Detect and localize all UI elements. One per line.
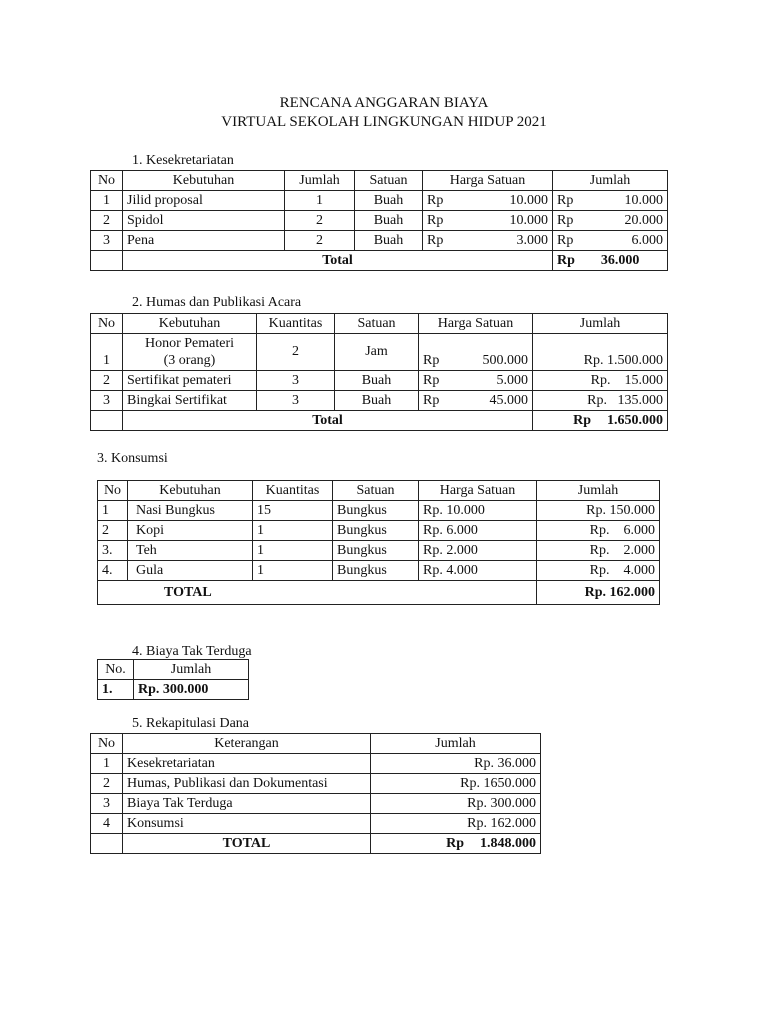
total-label: TOTAL bbox=[123, 834, 371, 854]
currency: Rp bbox=[423, 392, 440, 408]
table-header-row bbox=[91, 171, 668, 191]
table-row bbox=[98, 501, 660, 521]
unit: Buah bbox=[355, 231, 423, 251]
row-number: 2 bbox=[91, 211, 123, 231]
amount: 36.000 bbox=[600, 252, 640, 268]
line-total: Rp. 300.000 bbox=[371, 794, 541, 814]
amount: 1.848.000 bbox=[480, 835, 536, 851]
total-label: TOTAL bbox=[98, 581, 537, 605]
line-total: Rp. 1650.000 bbox=[371, 774, 541, 794]
unit-price: Rp. 6.000 bbox=[419, 521, 537, 541]
total-label: Total bbox=[123, 411, 533, 431]
table-row bbox=[91, 814, 541, 834]
row-number: 1 bbox=[91, 334, 123, 371]
section-3-table bbox=[97, 480, 660, 605]
unit-price: Rp. 10.000 bbox=[419, 501, 537, 521]
grand-total: Rp. 162.000 bbox=[537, 581, 660, 605]
row-number: 4 bbox=[91, 814, 123, 834]
header-cell: No bbox=[91, 314, 123, 334]
row-number: 2 bbox=[91, 371, 123, 391]
amount: 45.000 bbox=[489, 392, 528, 408]
row-number: 2 bbox=[91, 774, 123, 794]
document-subtitle: VIRTUAL SEKOLAH LINGKUNGAN HIDUP 2021 bbox=[221, 114, 547, 130]
header-cell: Kebutuhan bbox=[123, 314, 257, 334]
table-row bbox=[91, 231, 668, 251]
currency: Rp bbox=[557, 192, 574, 208]
header-cell: Satuan bbox=[335, 314, 419, 334]
description: Humas, Publikasi dan Dokumentasi bbox=[123, 774, 371, 794]
currency: Rp bbox=[423, 372, 440, 388]
table-row bbox=[91, 794, 541, 814]
line-total bbox=[553, 231, 668, 251]
line-total: Rp. 1.500.000 bbox=[533, 334, 668, 371]
item-name: Sertifikat pemateri bbox=[123, 371, 257, 391]
header-cell: Kebutuhan bbox=[128, 481, 253, 501]
empty-cell bbox=[91, 834, 123, 854]
amount: 1.650.000 bbox=[607, 412, 663, 428]
currency: Rp bbox=[446, 835, 464, 851]
amount: 10.000 bbox=[624, 192, 663, 208]
unit-price bbox=[419, 334, 533, 371]
quantity: 1 bbox=[253, 541, 333, 561]
quantity: 1 bbox=[253, 521, 333, 541]
total-label: Total bbox=[123, 251, 553, 271]
total-row bbox=[91, 834, 541, 854]
line-total: Rp. 162.000 bbox=[371, 814, 541, 834]
table-header-row bbox=[91, 314, 668, 334]
table-row bbox=[98, 521, 660, 541]
document-title: RENCANA ANGGARAN BIAYA bbox=[279, 95, 489, 111]
table-row bbox=[91, 391, 668, 411]
header-cell: No bbox=[98, 481, 128, 501]
unit-price bbox=[419, 391, 533, 411]
unit: Buah bbox=[355, 211, 423, 231]
unit-price bbox=[423, 191, 553, 211]
line-total: Rp. 15.000 bbox=[533, 371, 668, 391]
total-row bbox=[91, 411, 668, 431]
table-row bbox=[98, 541, 660, 561]
quantity: 2 bbox=[257, 334, 335, 371]
currency: Rp bbox=[427, 232, 444, 248]
total-row bbox=[98, 581, 660, 605]
description: Konsumsi bbox=[123, 814, 371, 834]
unit-price bbox=[423, 231, 553, 251]
row-number: 4. bbox=[98, 561, 128, 581]
currency: Rp bbox=[557, 232, 574, 248]
item-name: Kopi bbox=[128, 521, 253, 541]
line-total: Rp. 135.000 bbox=[533, 391, 668, 411]
quantity: 15 bbox=[253, 501, 333, 521]
unit-price bbox=[419, 371, 533, 391]
unit-price: Rp. 4.000 bbox=[419, 561, 537, 581]
item-name: Jilid proposal bbox=[123, 191, 285, 211]
header-cell: Jumlah bbox=[371, 734, 541, 754]
amount: 500.000 bbox=[482, 353, 528, 368]
header-cell: Kebutuhan bbox=[123, 171, 285, 191]
unit: Bungkus bbox=[333, 561, 419, 581]
unit: Buah bbox=[335, 371, 419, 391]
amount: 3.000 bbox=[516, 232, 548, 248]
grand-total bbox=[371, 834, 541, 854]
unit: Buah bbox=[335, 391, 419, 411]
row-number: 3. bbox=[98, 541, 128, 561]
currency: Rp bbox=[427, 212, 444, 228]
item-line: (3 orang) bbox=[163, 353, 216, 368]
amount: 10.000 bbox=[509, 192, 548, 208]
table-row bbox=[91, 334, 668, 371]
item-name: Bingkai Sertifikat bbox=[123, 391, 257, 411]
quantity: 1 bbox=[285, 191, 355, 211]
row-number: 1 bbox=[91, 191, 123, 211]
amount: 20.000 bbox=[624, 212, 663, 228]
currency: Rp bbox=[423, 353, 440, 368]
section-4-table bbox=[97, 659, 249, 700]
table-row bbox=[91, 754, 541, 774]
header-cell: Satuan bbox=[333, 481, 419, 501]
header-cell: Kuantitas bbox=[253, 481, 333, 501]
header-cell: Harga Satuan bbox=[419, 481, 537, 501]
item-name: Teh bbox=[128, 541, 253, 561]
quantity: 3 bbox=[257, 371, 335, 391]
amount: 6.000 bbox=[631, 232, 663, 248]
description: Kesekretariatan bbox=[123, 754, 371, 774]
section-5-heading: 5. Rekapitulasi Dana bbox=[132, 716, 250, 731]
section-1-heading: 1. Kesekretariatan bbox=[132, 153, 234, 168]
table-header-row bbox=[98, 481, 660, 501]
section-5-table bbox=[90, 733, 541, 854]
item-name: Pena bbox=[123, 231, 285, 251]
table-row bbox=[91, 211, 668, 231]
currency: Rp bbox=[557, 252, 575, 268]
header-cell: Kuantitas bbox=[257, 314, 335, 334]
row-number: 3 bbox=[91, 794, 123, 814]
table-header-row bbox=[91, 734, 541, 754]
total-row bbox=[91, 251, 668, 271]
item-name bbox=[123, 334, 257, 371]
amount: 5.000 bbox=[496, 372, 528, 388]
description: Biaya Tak Terduga bbox=[123, 794, 371, 814]
line-total: Rp. 2.000 bbox=[537, 541, 660, 561]
item-name: Nasi Bungkus bbox=[128, 501, 253, 521]
table-row bbox=[98, 680, 249, 700]
header-cell: Jumlah bbox=[533, 314, 668, 334]
header-cell: Keterangan bbox=[123, 734, 371, 754]
section-1-table bbox=[90, 170, 668, 271]
section-2-heading: 2. Humas dan Publikasi Acara bbox=[132, 295, 302, 310]
header-cell: Jumlah bbox=[134, 660, 249, 680]
amount: 10.000 bbox=[509, 212, 548, 228]
row-number: 1. bbox=[98, 680, 134, 700]
line-total: Rp. 4.000 bbox=[537, 561, 660, 581]
empty-cell bbox=[91, 251, 123, 271]
grand-total bbox=[533, 411, 668, 431]
row-number: 1 bbox=[98, 501, 128, 521]
header-cell: Harga Satuan bbox=[419, 314, 533, 334]
header-cell: Harga Satuan bbox=[423, 171, 553, 191]
unit: Bungkus bbox=[333, 541, 419, 561]
unit: Bungkus bbox=[333, 521, 419, 541]
table-row bbox=[91, 371, 668, 391]
item-line: Honor Pemateri bbox=[144, 336, 235, 351]
quantity: 2 bbox=[285, 211, 355, 231]
table-header-row bbox=[98, 660, 249, 680]
row-number: 2 bbox=[98, 521, 128, 541]
item-name: Spidol bbox=[123, 211, 285, 231]
unit: Bungkus bbox=[333, 501, 419, 521]
row-number: 1 bbox=[91, 754, 123, 774]
line-total: Rp. 150.000 bbox=[537, 501, 660, 521]
header-cell: Jumlah bbox=[537, 481, 660, 501]
header-cell: Satuan bbox=[355, 171, 423, 191]
line-total: Rp. 300.000 bbox=[134, 680, 249, 700]
unit-price: Rp. 2.000 bbox=[419, 541, 537, 561]
line-total bbox=[553, 211, 668, 231]
header-cell: No bbox=[91, 734, 123, 754]
line-total: Rp. 36.000 bbox=[371, 754, 541, 774]
row-number: 3 bbox=[91, 391, 123, 411]
quantity: 1 bbox=[253, 561, 333, 581]
currency: Rp bbox=[573, 412, 591, 428]
table-row bbox=[98, 561, 660, 581]
currency: Rp bbox=[427, 192, 444, 208]
empty-cell bbox=[91, 411, 123, 431]
line-total bbox=[553, 191, 668, 211]
section-3-heading: 3. Konsumsi bbox=[97, 451, 168, 466]
header-cell: No bbox=[91, 171, 123, 191]
header-cell: No. bbox=[98, 660, 134, 680]
header-cell: Jumlah bbox=[285, 171, 355, 191]
item-name: Gula bbox=[128, 561, 253, 581]
quantity: 2 bbox=[285, 231, 355, 251]
grand-total bbox=[553, 251, 668, 271]
unit: Buah bbox=[355, 191, 423, 211]
row-number: 3 bbox=[91, 231, 123, 251]
table-row bbox=[91, 191, 668, 211]
section-4-heading: 4. Biaya Tak Terduga bbox=[132, 644, 252, 659]
unit: Jam bbox=[335, 334, 419, 371]
quantity: 3 bbox=[257, 391, 335, 411]
currency: Rp bbox=[557, 212, 574, 228]
header-cell: Jumlah bbox=[553, 171, 668, 191]
table-row bbox=[91, 774, 541, 794]
line-total: Rp. 6.000 bbox=[537, 521, 660, 541]
section-2-table bbox=[90, 313, 668, 431]
unit-price bbox=[423, 211, 553, 231]
